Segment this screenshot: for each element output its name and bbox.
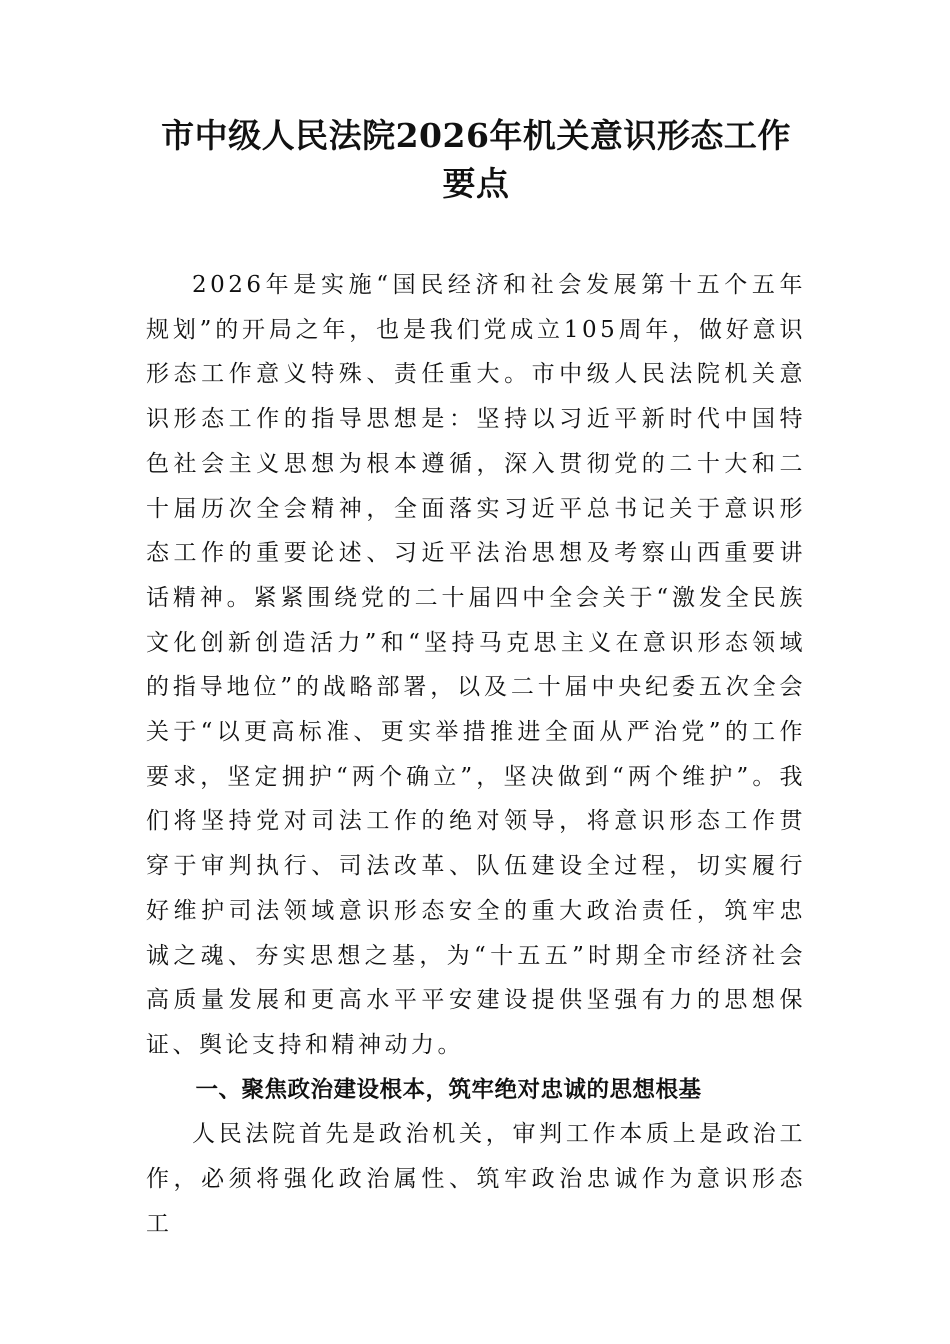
section-heading-1: 一、聚焦政治建设根本，筑牢绝对忠诚的思想根基 — [195, 1076, 702, 1103]
title-line-1: 市中级人民法院2026年机关意识形态工作 — [161, 116, 791, 155]
document-content — [146, 112, 806, 1246]
title-line-2: 要点 — [442, 164, 510, 203]
section-1-paragraph: 人民法院首先是政治机关，审判工作本质上是政治工作，必须将强化政治属性、筑牢政治忠诚作为意识形态工 — [146, 1121, 806, 1237]
document-title — [146, 112, 806, 208]
intro-paragraph: 2026年是实施“国民经济和社会发展第十五个五年规划”的开局之年，也是我们党成立105周年，做好意识形态工作意义特殊、责任重大。市中级人民法院机关意识形态工作的指导思想是：坚持以习近平新时代中国特色社会主义思想为根本遵循，深入贯彻党的二十大和二十届历次全会精神，全面落实习近平总书记关于意识形态工作的重要论述、习近平法治思想及考察山西重要讲话精神。紧紧围绕党的二十届四中全会关于“激发全民族文化创新创造活力”和“坚持马克思主义在意识形态领域的指导地位”的战略部署，以及二十届中央纪委五次全会关于“以更高标准、更实举措推进全面从严治党”的工作要求，坚定拥护“两个确立”，坚决做到“两个维护”。我们将坚持党对司法工作的绝对领导，将意识形态工作贯穿于审判执行、司法改革、队伍建设全过程，切实履行好维护司法领域意识形态安全的重大政治责任，筑牢忠诚之魂、夯实思想之基，为“十五五”时期全市经济社会高质量发展和更高水平平安建设提供坚强有力的思想保证、舆论支持和精神动力。 — [146, 272, 806, 1058]
document-body — [146, 263, 806, 1246]
